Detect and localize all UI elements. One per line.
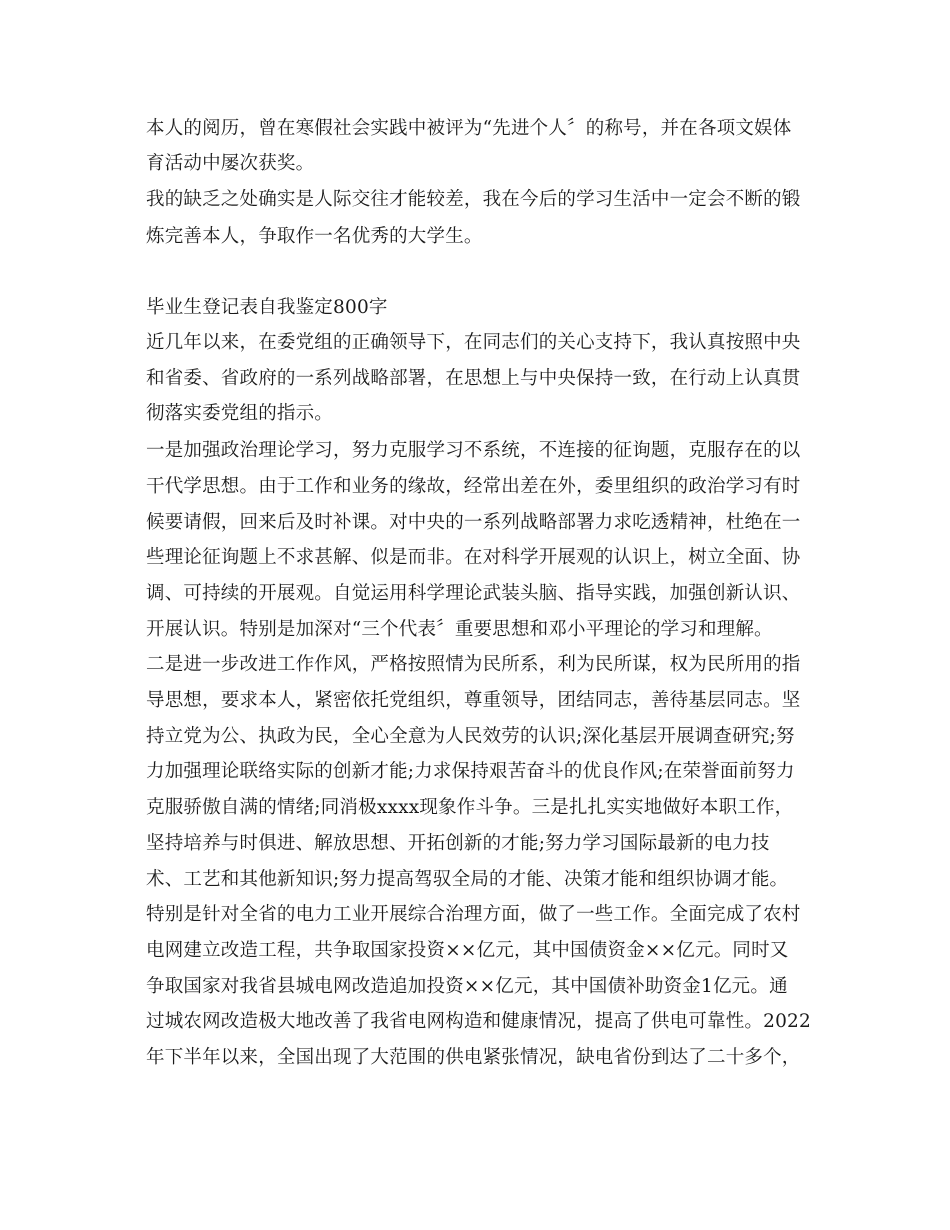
text-line: 一是加强政治理论学习，努力克服学习不系统，不连接的征询题，克服存在的以: [146, 440, 801, 461]
text-line: 炼完善本人，争取作一名优秀的大学生。: [146, 226, 483, 247]
text-line: 近几年以来，在委党组的正确领导下，在同志们的关心支持下，我认真按照中央: [146, 332, 801, 353]
text-line: 电网建立改造工程，共争取国家投资××亿元，其中国债资金××亿元。同时又: [146, 940, 789, 961]
text-line: 年下半年以来，全国出现了大范围的供电紧张情况，缺电省份到达了二十多个，: [146, 1047, 801, 1068]
text-line: 干代学思想。由于工作和业务的缘故，经常出差在外，委里组织的政治学习有时: [146, 476, 801, 497]
text-line: 过城农网改造极大地改善了我省电网构造和健康情况，提高了供电可靠性。2022: [146, 1011, 811, 1032]
text-line: 术、工艺和其他新知识;努力提高驾驭全局的才能、决策才能和组织协调才能。: [146, 869, 789, 890]
text-line: 力加强理论联络实际的创新才能;力求保持艰苦奋斗的优良作风;在荣誉面前努力: [146, 761, 795, 782]
text-line: 和省委、省政府的一系列战略部署，在思想上与中央保持一致，在行动上认真贯: [146, 368, 801, 389]
text-line: 候要请假，回来后及时补课。对中央的一系列战略部署力求吃透精神，杜绝在一: [146, 512, 801, 533]
text-line: 二是进一步改进工作作风，严格按照情为民所系，利为民所谋，权为民所用的指: [146, 654, 801, 675]
text-line: 克服骄傲自满的情绪;同消极xxxx现象作斗争。三是扎扎实实地做好本职工作，: [146, 797, 794, 818]
text-line: 持立党为公、执政为民，全心全意为人民效劳的认识;深化基层开展调查研究;努: [146, 726, 795, 747]
text-line: 调、可持续的开展观。自觉运用科学理论武装头脑、指导实践，加强创新认识、: [146, 583, 801, 604]
text-line: 我的缺乏之处确实是人际交往才能较差，我在今后的学习生活中一定会不断的锻: [146, 189, 801, 210]
text-line: 坚持培养与时俱进、解放思想、开拓创新的才能;努力学习国际最新的电力技: [146, 833, 770, 854]
text-line: 导思想，要求本人，紧密依托党组织，尊重领导，团结同志，善待基层同志。坚: [146, 690, 801, 711]
text-line: 本人的阅历，曾在寒假社会实践中被评为“先进个人〞的称号，并在各项文娱体: [146, 118, 792, 139]
text-line: 彻落实委党组的指示。: [146, 403, 334, 424]
text-line: 开展认识。特别是加深对“三个代表〞重要思想和邓小平理论的学习和理解。: [146, 619, 773, 640]
text-line: 特别是针对全省的电力工业开展综合治理方面，做了一些工作。全面完成了农村: [146, 904, 801, 925]
text-line: 争取国家对我省县城电网改造追加投资××亿元，其中国债补助资金1亿元。通: [146, 976, 788, 997]
section-heading: 毕业生登记表自我鉴定800字: [146, 297, 388, 318]
text-line: 些理论征询题上不求甚解、似是而非。在对科学开展观的认识上，树立全面、协: [146, 547, 801, 568]
text-line: 育活动中屡次获奖。: [146, 153, 315, 174]
